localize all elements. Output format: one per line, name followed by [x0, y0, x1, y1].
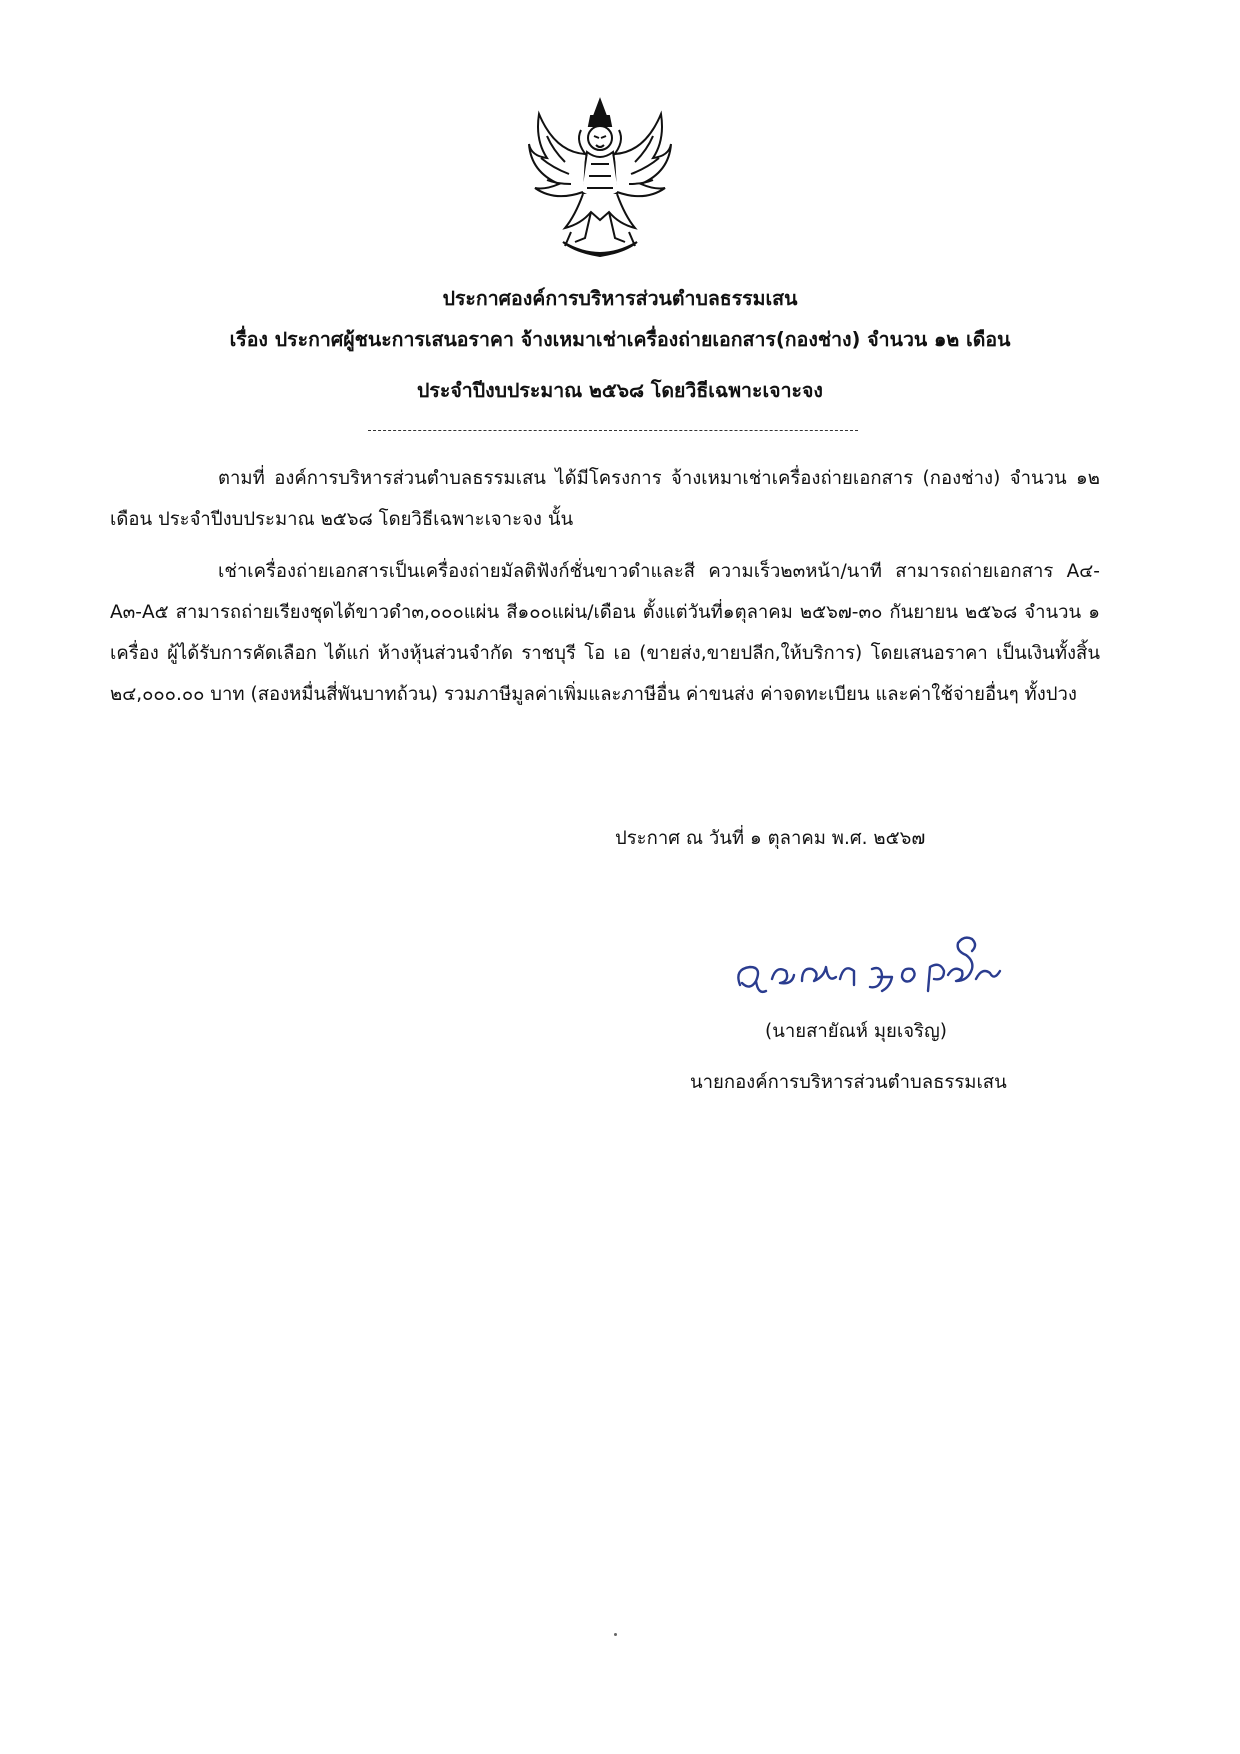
signer-position: นายกองค์การบริหารส่วนตำบลธรรมเสน — [690, 1072, 1007, 1093]
announcement-subject-line2: ประจำปีงบประมาณ ๒๕๖๘ โดยวิธีเฉพาะเจาะจง — [417, 379, 823, 402]
announcement-subject: เรื่อง ประกาศผู้ชนะการเสนอราคา จ้างเหมาเช่าเครื่องถ่ายเอกสาร(กองช่าง) จำนวน ๑๒ เดือน — [229, 328, 1011, 351]
body-paragraph-2-text: เช่าเครื่องถ่ายเอกสารเป็นเครื่องถ่ายมัลติฟังก์ชั่นขาวดำและสี ความเร็ว๒๓หน้า/นาที สามารถถ่ายเอกสาร A๔-A๓-A๕ สามารถถ่ายเรียงชุดได้ขาวดำ๓,๐๐๐แผ่น สี๑๐๐แผ่น/เดือน ตั้งแต่วันที่๑ตุลาคม ๒๕๖๗-๓๐ กันยายน ๒๕๖๘ จำนวน ๑ เครื่อง ผู้ได้รับการคัดเลือก ได้แก่ ห้างหุ้นส่วนจำกัด ราชบุรี โอ เอ (ขายส่ง,ขายปลีก,ให้บริการ) โดยเสนอราคา เป็นเงินทั้งสิ้น ๒๔,๐๐๐.๐๐ บาท (สองหมื่นสี่พันบาทถ้วน) รวมภาษีมูลค่าเพิ่มและภาษีอื่น ค่าขนส่ง ค่าจดทะเบียน และค่าใช้จ่ายอื่นๆ ทั้งปวง — [110, 561, 1100, 705]
garuda-emblem-icon — [525, 92, 675, 264]
signer-name: (นายสายัณห์ มุยเจริญ) — [765, 1021, 947, 1042]
body-paragraph-2 — [110, 551, 1100, 715]
announcement-date: ประกาศ ณ วันที่ ๑ ตุลาคม พ.ศ. ๒๕๖๗ — [615, 828, 926, 849]
body-paragraph-1 — [110, 458, 1100, 540]
scan-speck — [614, 1633, 617, 1636]
body-paragraph-1-text: ตามที่ องค์การบริหารส่วนตำบลธรรมเสน ได้มีโครงการ จ้างเหมาเช่าเครื่องถ่ายเอกสาร (กองช่าง) จำนวน ๑๒ เดือน ประจำปีงบประมาณ ๒๕๖๘ โดยวิธีเฉพาะเจาะจง นั้น — [110, 468, 1100, 530]
announcement-title: ประกาศองค์การบริหารส่วนตำบลธรรมเสน — [442, 287, 798, 310]
dashed-divider — [368, 430, 858, 431]
handwritten-signature — [732, 925, 1012, 1015]
